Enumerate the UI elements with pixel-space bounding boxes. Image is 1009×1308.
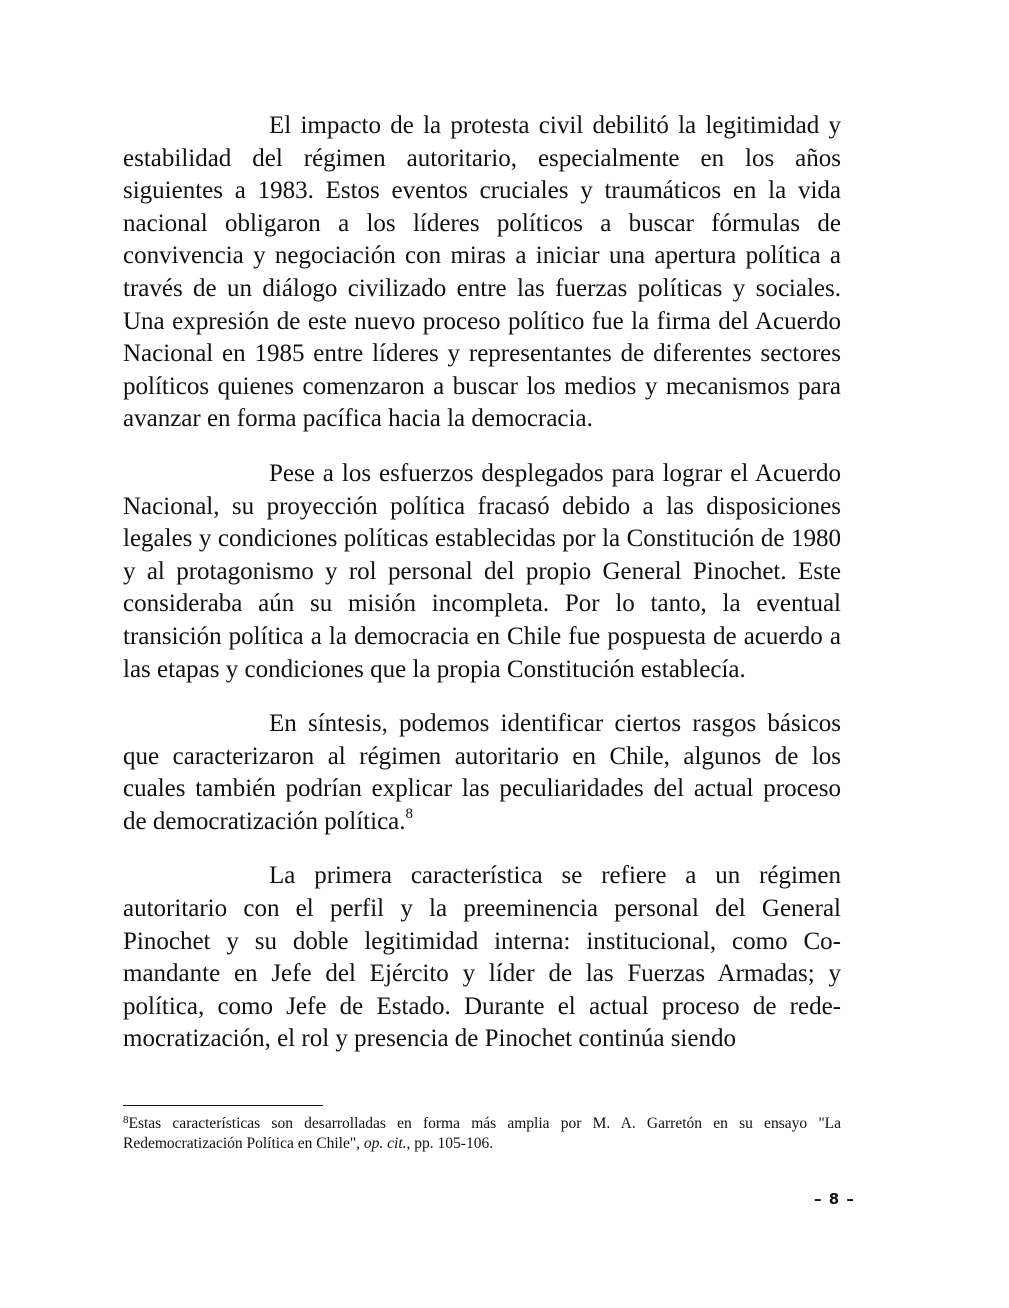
footnote-reference: 8 [405, 805, 414, 822]
page-number: – 8 – [814, 1190, 855, 1208]
footnote-marker: 8 [123, 1114, 129, 1126]
paragraph-2: Pese a los esfuerzos desplegados para lograr el Acuerdo Nacional, su proyección política fracasó debido a las disposiciones legales y condiciones políticas establecidas por la Constitución de 1980 y al protagonismo y rol personal del propio General Pinochet. Este consideraba aún su misión incompleta. Por lo tanto, la eventual transición política a la democracia en Chile fue pospuesta de acuerdo a las etapas y condiciones que la propia Constitución establecía. [123, 459, 841, 683]
footnote-text: Estas características son desarrolladas en forma más amplia por M. A. Garretón en su ensayo "La Redemocratización Política en Chile", [123, 1115, 841, 1152]
paragraph-1: El impacto de la protesta civil debilitó la legitimidad y estabilidad del régimen autoritario, especialmente en los años siguientes a 1983. Estos eventos cruciales y traumáticos en la vida nacional obligaron a los líderes políticos a buscar fórmulas de convivencia y negociación con miras a iniciar una apertura política a través de un diálogo civilizado entre las fuerzas políticas y sociales. Una expresión de este nuevo proceso político fue la firma del Acuerdo Nacional en 1985 entre líderes y representantes de diferentes sectores políticos quienes comenzaron a buscar los medios y mecanismos para avanzar en forma pacífica hacia la democracia. [123, 112, 841, 433]
paragraph-4: La primera característica se refiere a un régimen autoritario con el perfil y la preeminencia personal del General Pinochet y su doble legitimidad interna: institucional, como Comandante en Jefe del Ejército y líder de las Fuerzas Armadas; y política, como Jefe de Estado. Durante el actual proceso de redemocratización, el rol y presencia de Pinochet continúa siendo [123, 862, 841, 1053]
footnote-tail: , pp. 105-106. [406, 1135, 494, 1152]
page-body [123, 110, 841, 1078]
footnote-divider [123, 1105, 323, 1106]
footnote-italic: op. cit. [363, 1135, 407, 1152]
paragraph-3 [123, 708, 841, 838]
paragraph-3-text: En síntesis, podemos identificar ciertos rasgos básicos que caracterizaron al régimen autoritario en Chile, algunos de los cuales también podrían explicar las peculiaridades del actual proceso de democratización política. [123, 710, 841, 835]
footnote [123, 1114, 841, 1154]
